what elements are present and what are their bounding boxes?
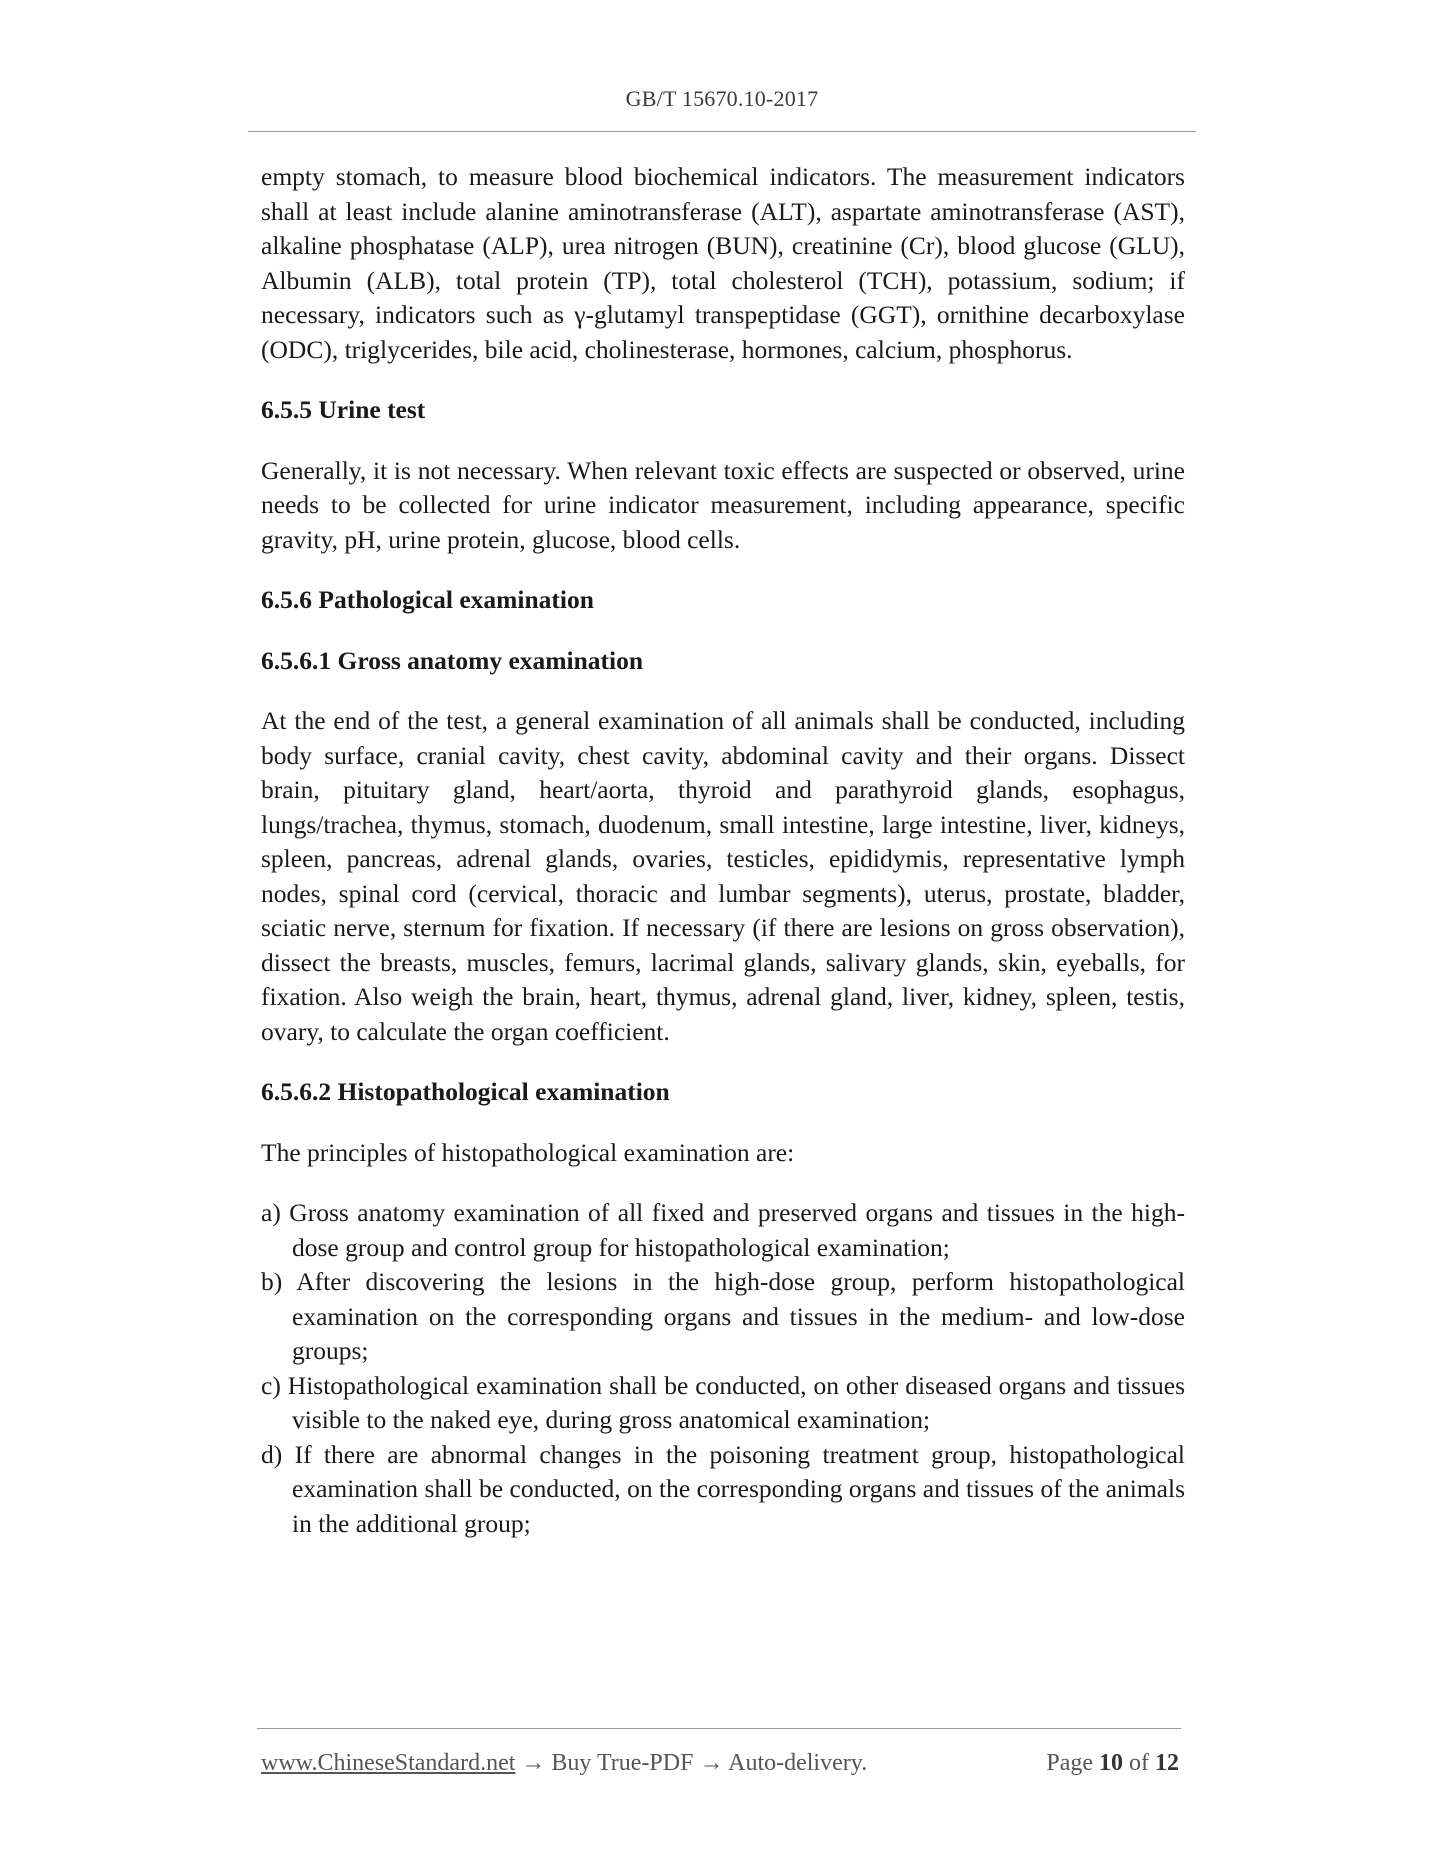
- list-item-c: c) Histopathological examination shall be conducted, on other diseased organs and tissues visible to the naked eye, during gross anatomical examination;: [261, 1370, 1185, 1434]
- section-6-5-5-paragraph: Generally, it is not necessary. When relevant toxic effects are suspected or observed, urine needs to be collected for urine indicator measurement, including appearance, specific gravity, pH, urine protein, glucose, blood cells.: [261, 455, 1185, 554]
- footer-left: [261, 1750, 867, 1777]
- footer-divider: [257, 1728, 1181, 1729]
- document-header: GB/T 15670.10-2017: [625, 86, 819, 111]
- section-6-5-6-heading: 6.5.6 Pathological examination: [261, 585, 594, 614]
- page-label: Page: [1046, 1750, 1093, 1776]
- header-divider: [248, 131, 1196, 132]
- section-6-5-6-1-heading: 6.5.6.1 Gross anatomy examination: [261, 645, 644, 675]
- page-indicator: [1046, 1750, 1179, 1777]
- list-item-d: d) If there are abnormal changes in the poisoning treatment group, histopathological examination shall be conducted, on the corresponding organs and tissues of the animals in the additional group;: [261, 1439, 1185, 1538]
- intro-paragraph: empty stomach, to measure blood biochemical indicators. The measurement indicators shall at least include alanine aminotransferase (ALT), aspartate aminotransferase (AST), alkaline phosphatase (ALP), urea nitrogen (BUN), creatinine (Cr), blood glucose (GLU), Albumin (ALB), total protein (TP), total cholesterol (TCH), potassium, sodium; if necessary, indicators such as γ-glutamyl transpeptidase (GGT), ornithine decarboxylase (ODC), triglycerides, bile acid, cholinesterase, hormones, calcium, phosphorus.: [261, 162, 1185, 364]
- section-6-5-6-2-intro: The principles of histopathological examination are:: [261, 1137, 795, 1167]
- page-content: [261, 160, 1185, 1541]
- footer-tagline: → Buy True-PDF → Auto-delivery.: [515, 1750, 868, 1776]
- of-label: of: [1129, 1750, 1149, 1776]
- page-footer: [261, 1750, 1179, 1777]
- list-item-b: b) After discovering the lesions in the high-dose group, perform histopathological examination on the corresponding organs and tissues in the medium- and low-dose groups;: [261, 1267, 1185, 1365]
- page-total: 12: [1155, 1750, 1179, 1776]
- section-6-5-5-heading: 6.5.5 Urine test: [261, 395, 426, 424]
- list-item-a: a) Gross anatomy examination of all fixed and preserved organs and tissues in the high-dose group and control group for histopathological examination;: [261, 1198, 1185, 1262]
- page-current: 10: [1099, 1750, 1123, 1776]
- section-6-5-6-1-paragraph: At the end of the test, a general examination of all animals shall be conducted, including body surface, cranial cavity, chest cavity, abdominal cavity and their organs. Dissect brain, pituitary gland, heart/aorta, thyroid and parathyroid glands, esophagus, lungs/trachea, thymus, stomach, duodenum, small intestine, large intestine, liver, kidneys, spleen, pancreas, adrenal glands, ovaries, testicles, epididymis, representative lymph nodes, spinal cord (cervical, thoracic and lumbar segments), uterus, prostate, bladder, sciatic nerve, sternum for fixation. If necessary (if there are lesions on gross observation), dissect the breasts, muscles, femurs, lacrimal glands, salivary glands, skin, eyeballs, for fixation. Also weigh the brain, heart, thymus, adrenal gland, liver, kidney, spleen, testis, ovary, to calculate the organ coefficient.: [261, 706, 1185, 1046]
- website-link[interactable]: www.ChineseStandard.net: [261, 1750, 516, 1776]
- section-6-5-6-2-heading: 6.5.6.2 Histopathological examination: [261, 1077, 670, 1106]
